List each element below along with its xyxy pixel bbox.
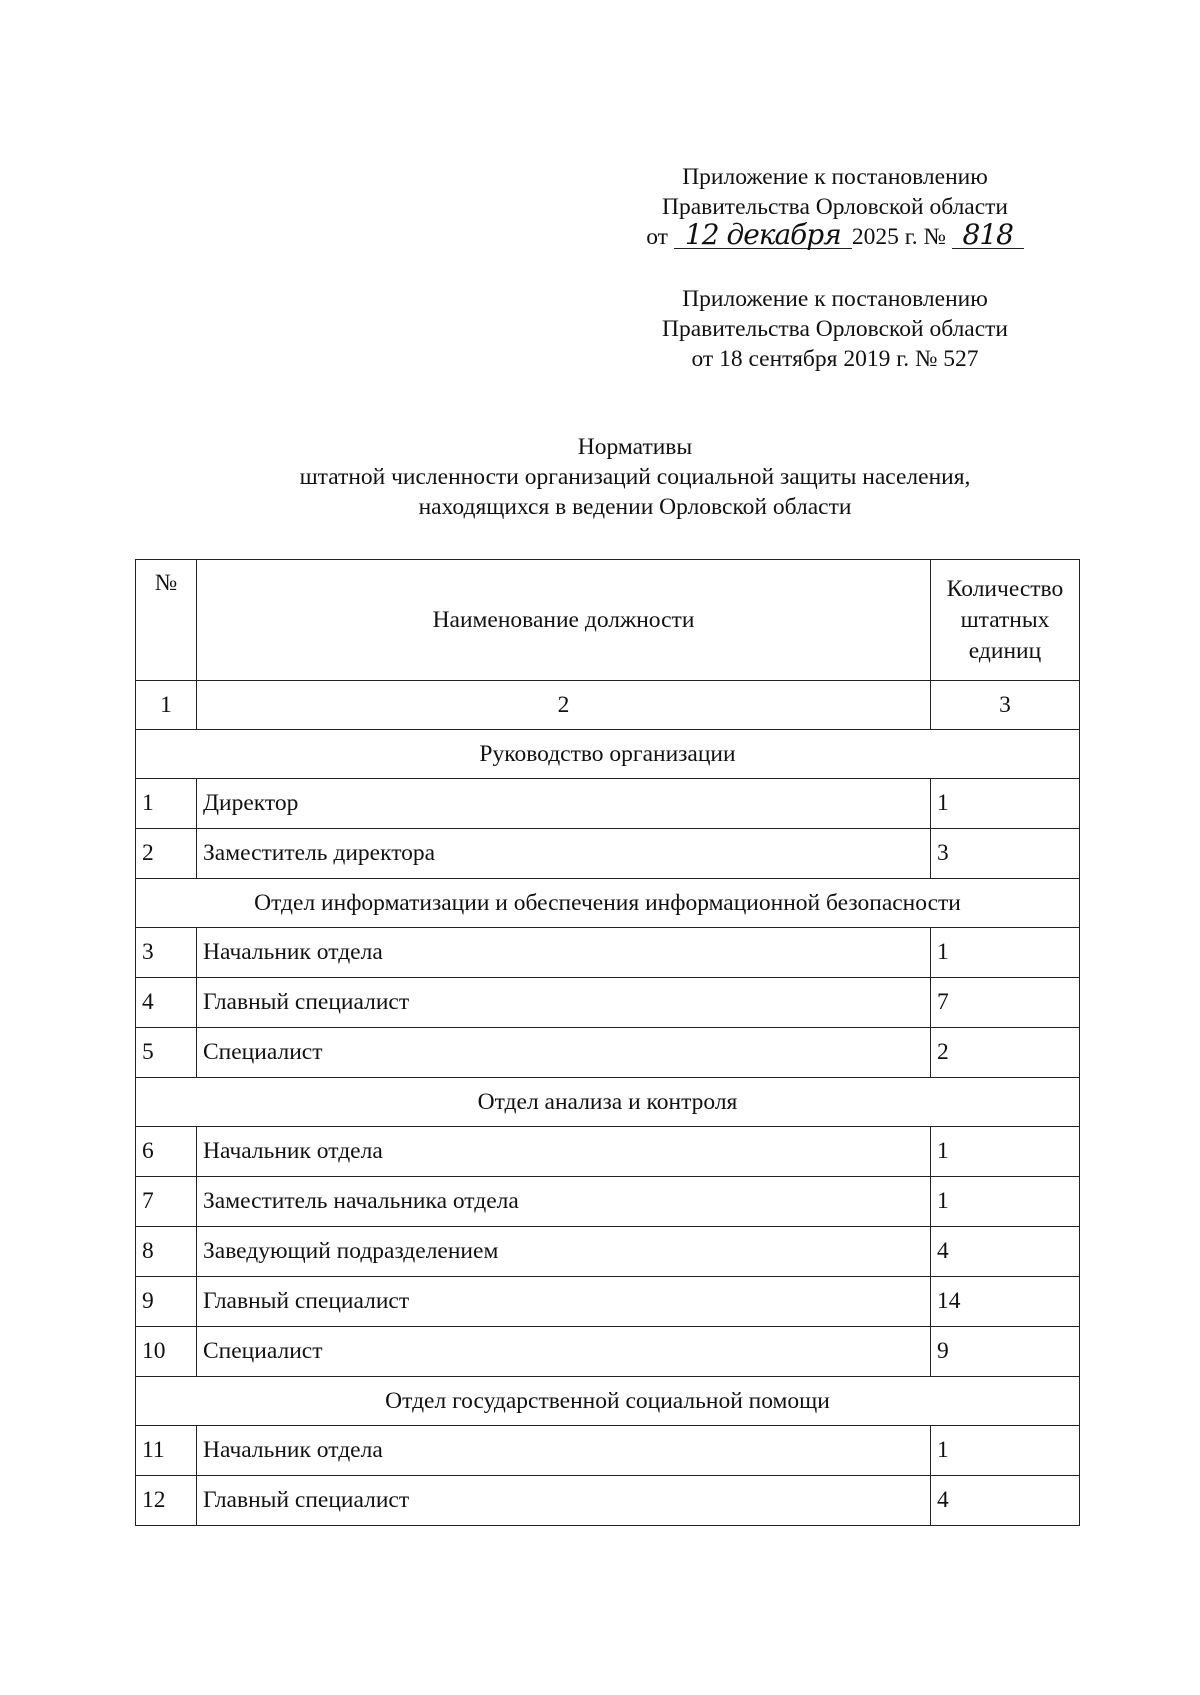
row-number: 3 <box>136 928 197 978</box>
header-qty-line3: единиц <box>968 637 1042 664</box>
position-name: Главный специалист <box>197 1277 931 1327</box>
header-num: № <box>136 560 197 681</box>
row-number: 6 <box>136 1127 197 1177</box>
row-number: 10 <box>136 1327 197 1377</box>
table-index-row <box>136 681 1080 730</box>
position-name: Директор <box>197 779 931 829</box>
position-name: Заместитель начальника отдела <box>197 1177 931 1227</box>
annex-current-line3 <box>560 218 1110 252</box>
position-quantity: 4 <box>931 1227 1080 1277</box>
header-qty-line1: Количество <box>946 575 1064 602</box>
section-title: Руководство организации <box>136 730 1080 779</box>
staffing-table <box>135 559 1080 1526</box>
position-quantity: 1 <box>931 1426 1080 1476</box>
position-name: Начальник отдела <box>197 928 931 978</box>
header-qty <box>931 560 1080 681</box>
handwritten-number: 818 <box>952 222 1024 249</box>
position-quantity: 3 <box>931 829 1080 879</box>
position-name: Заведующий подразделением <box>197 1227 931 1277</box>
position-quantity: 2 <box>931 1028 1080 1078</box>
annex-original-line1: Приложение к постановлению <box>682 286 988 312</box>
table-row <box>136 928 1080 978</box>
section-title: Отдел государственной социальной помощи <box>136 1377 1080 1426</box>
table-row <box>136 1426 1080 1476</box>
table-row <box>136 1177 1080 1227</box>
position-name: Заместитель директора <box>197 829 931 879</box>
table-row <box>136 1028 1080 1078</box>
table-row <box>136 829 1080 879</box>
row-number: 5 <box>136 1028 197 1078</box>
section-row <box>136 730 1080 779</box>
title-line1: Нормативы <box>577 434 693 460</box>
header-name: Наименование должности <box>197 560 931 681</box>
row-number: 8 <box>136 1227 197 1277</box>
position-quantity: 1 <box>931 928 1080 978</box>
row-number: 12 <box>136 1476 197 1526</box>
position-quantity: 4 <box>931 1476 1080 1526</box>
position-name: Специалист <box>197 1327 931 1377</box>
index-cell: 2 <box>197 681 931 730</box>
annex-current-year: 2025 г. № <box>851 224 946 250</box>
header-qty-line2: штатных <box>960 606 1050 633</box>
position-quantity: 14 <box>931 1277 1080 1327</box>
position-quantity: 7 <box>931 978 1080 1028</box>
position-quantity: 1 <box>931 779 1080 829</box>
section-title: Отдел информатизации и обеспечения информационной безопасности <box>136 879 1080 928</box>
row-number: 1 <box>136 779 197 829</box>
annex-current-prefix: от <box>646 224 668 250</box>
document-title <box>200 432 1070 522</box>
section-title: Отдел анализа и контроля <box>136 1078 1080 1127</box>
index-cell: 1 <box>136 681 197 730</box>
index-cell: 3 <box>931 681 1080 730</box>
section-row <box>136 1078 1080 1127</box>
row-number: 7 <box>136 1177 197 1227</box>
position-quantity: 1 <box>931 1127 1080 1177</box>
table-row <box>136 1277 1080 1327</box>
position-name: Главный специалист <box>197 1476 931 1526</box>
position-quantity: 9 <box>931 1327 1080 1377</box>
table-row <box>136 1127 1080 1177</box>
annex-current-line2: Правительства Орловской области <box>661 194 1009 220</box>
row-number: 4 <box>136 978 197 1028</box>
section-row <box>136 1377 1080 1426</box>
table-row <box>136 1227 1080 1277</box>
position-name: Специалист <box>197 1028 931 1078</box>
annex-original-line3: от 18 сентября 2019 г. № 527 <box>691 346 979 372</box>
annex-original-line2: Правительства Орловской области <box>661 316 1009 342</box>
row-number: 2 <box>136 829 197 879</box>
title-line2: штатной численности организаций социальной защиты населения, <box>299 464 971 490</box>
title-line3: находящихся в ведении Орловской области <box>418 494 852 520</box>
position-name: Главный специалист <box>197 978 931 1028</box>
position-name: Начальник отдела <box>197 1127 931 1177</box>
table-row <box>136 978 1080 1028</box>
annex-original-block <box>560 284 1110 374</box>
annex-current-line1: Приложение к постановлению <box>682 164 988 190</box>
section-row <box>136 879 1080 928</box>
position-quantity: 1 <box>931 1177 1080 1227</box>
position-name: Начальник отдела <box>197 1426 931 1476</box>
handwritten-date: 12 декабря <box>674 222 852 249</box>
table-header-row <box>136 560 1080 681</box>
row-number: 11 <box>136 1426 197 1476</box>
row-number: 9 <box>136 1277 197 1327</box>
annex-current-block <box>560 162 1110 252</box>
table-row <box>136 779 1080 829</box>
table-row <box>136 1476 1080 1526</box>
table-row <box>136 1327 1080 1377</box>
